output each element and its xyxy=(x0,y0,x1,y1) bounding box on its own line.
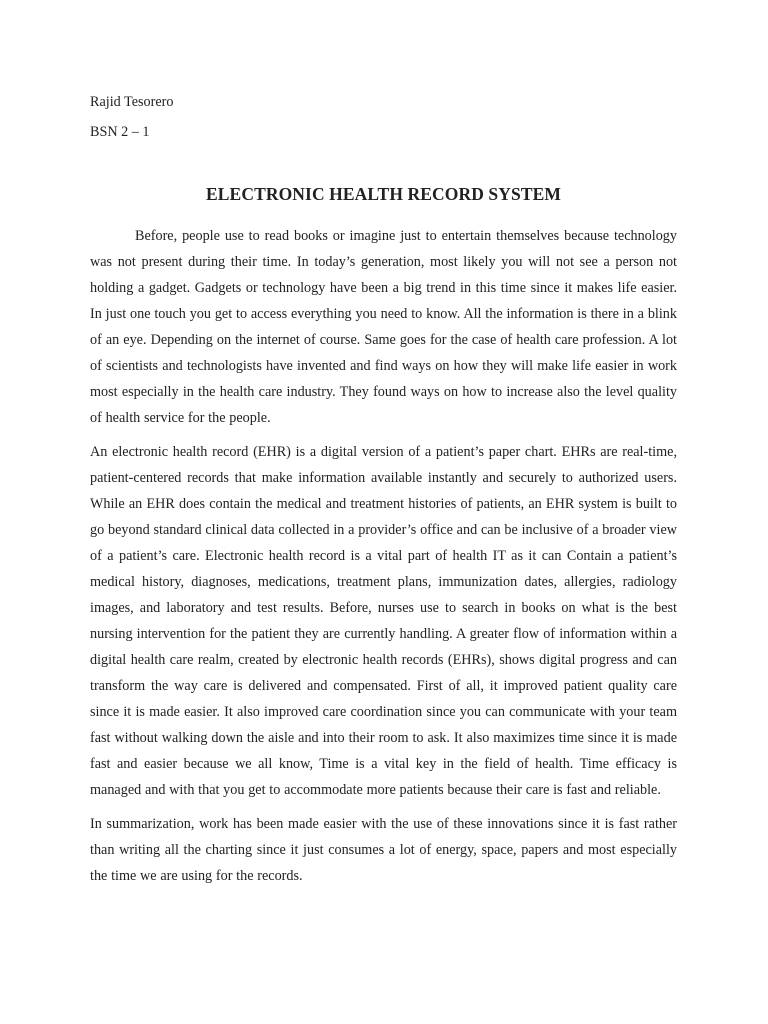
document-title: ELECTRONIC HEALTH RECORD SYSTEM xyxy=(206,184,561,204)
class-section: BSN 2 – 1 xyxy=(90,124,150,140)
document-body xyxy=(90,92,677,897)
author-name: Rajid Tesorero xyxy=(90,94,174,110)
paragraph-introduction: Before, people use to read books or imagine just to entertain themselves because technology was not present during their time. In today’s generation, most likely you will not see a person not holding a gadget. Gadgets or technology have been a big trend in this time since it makes life easier. In just one touch you get to access everything you need to know. All the information is there in a blink of an eye. Depending on the internet of course. Same goes for the case of health care profession. A lot of scientists and technologists have invented and find ways on how they will make life easier in work most especially in the health care industry. They found ways on how to increase also the level quality of health service for the people. xyxy=(90,228,677,426)
paragraph-ehr-definition: An electronic health record (EHR) is a digital version of a patient’s paper chart. EHRs are real-time, patient-centered records that make information available instantly and securely to authorized users. While an EHR does contain the medical and treatment histories of patients, an EHR system is built to go beyond standard clinical data collected in a provider’s office and can be inclusive of a broader view of a patient’s care. Electronic health record is a vital part of health IT as it can Contain a patient’s medical history, diagnoses, medications, treatment plans, immunization dates, allergies, radiology images, and laboratory and test results. Before, nurses use to search in books on what is the best nursing intervention for the patient they are currently handling. A greater flow of information within a digital health care realm, created by electronic health records (EHRs), shows digital progress and can transform the way care is delivered and compensated. First of all, it improved patient quality care since it is made easier. It also improved care coordination since you can communicate with your team fast without walking down the aisle and into their room to ask. It also maximizes time since it is made fast and easier because we all know, Time is a vital key in the field of health. Time efficacy is managed and with that you get to accommodate more patients because their care is fast and reliable. xyxy=(90,444,677,798)
paragraph-summary: In summarization, work has been made easier with the use of these innovations since it is fast rather than writing all the charting since it just consumes a lot of energy, space, papers and most especially the time we are using for the records. xyxy=(90,816,677,884)
